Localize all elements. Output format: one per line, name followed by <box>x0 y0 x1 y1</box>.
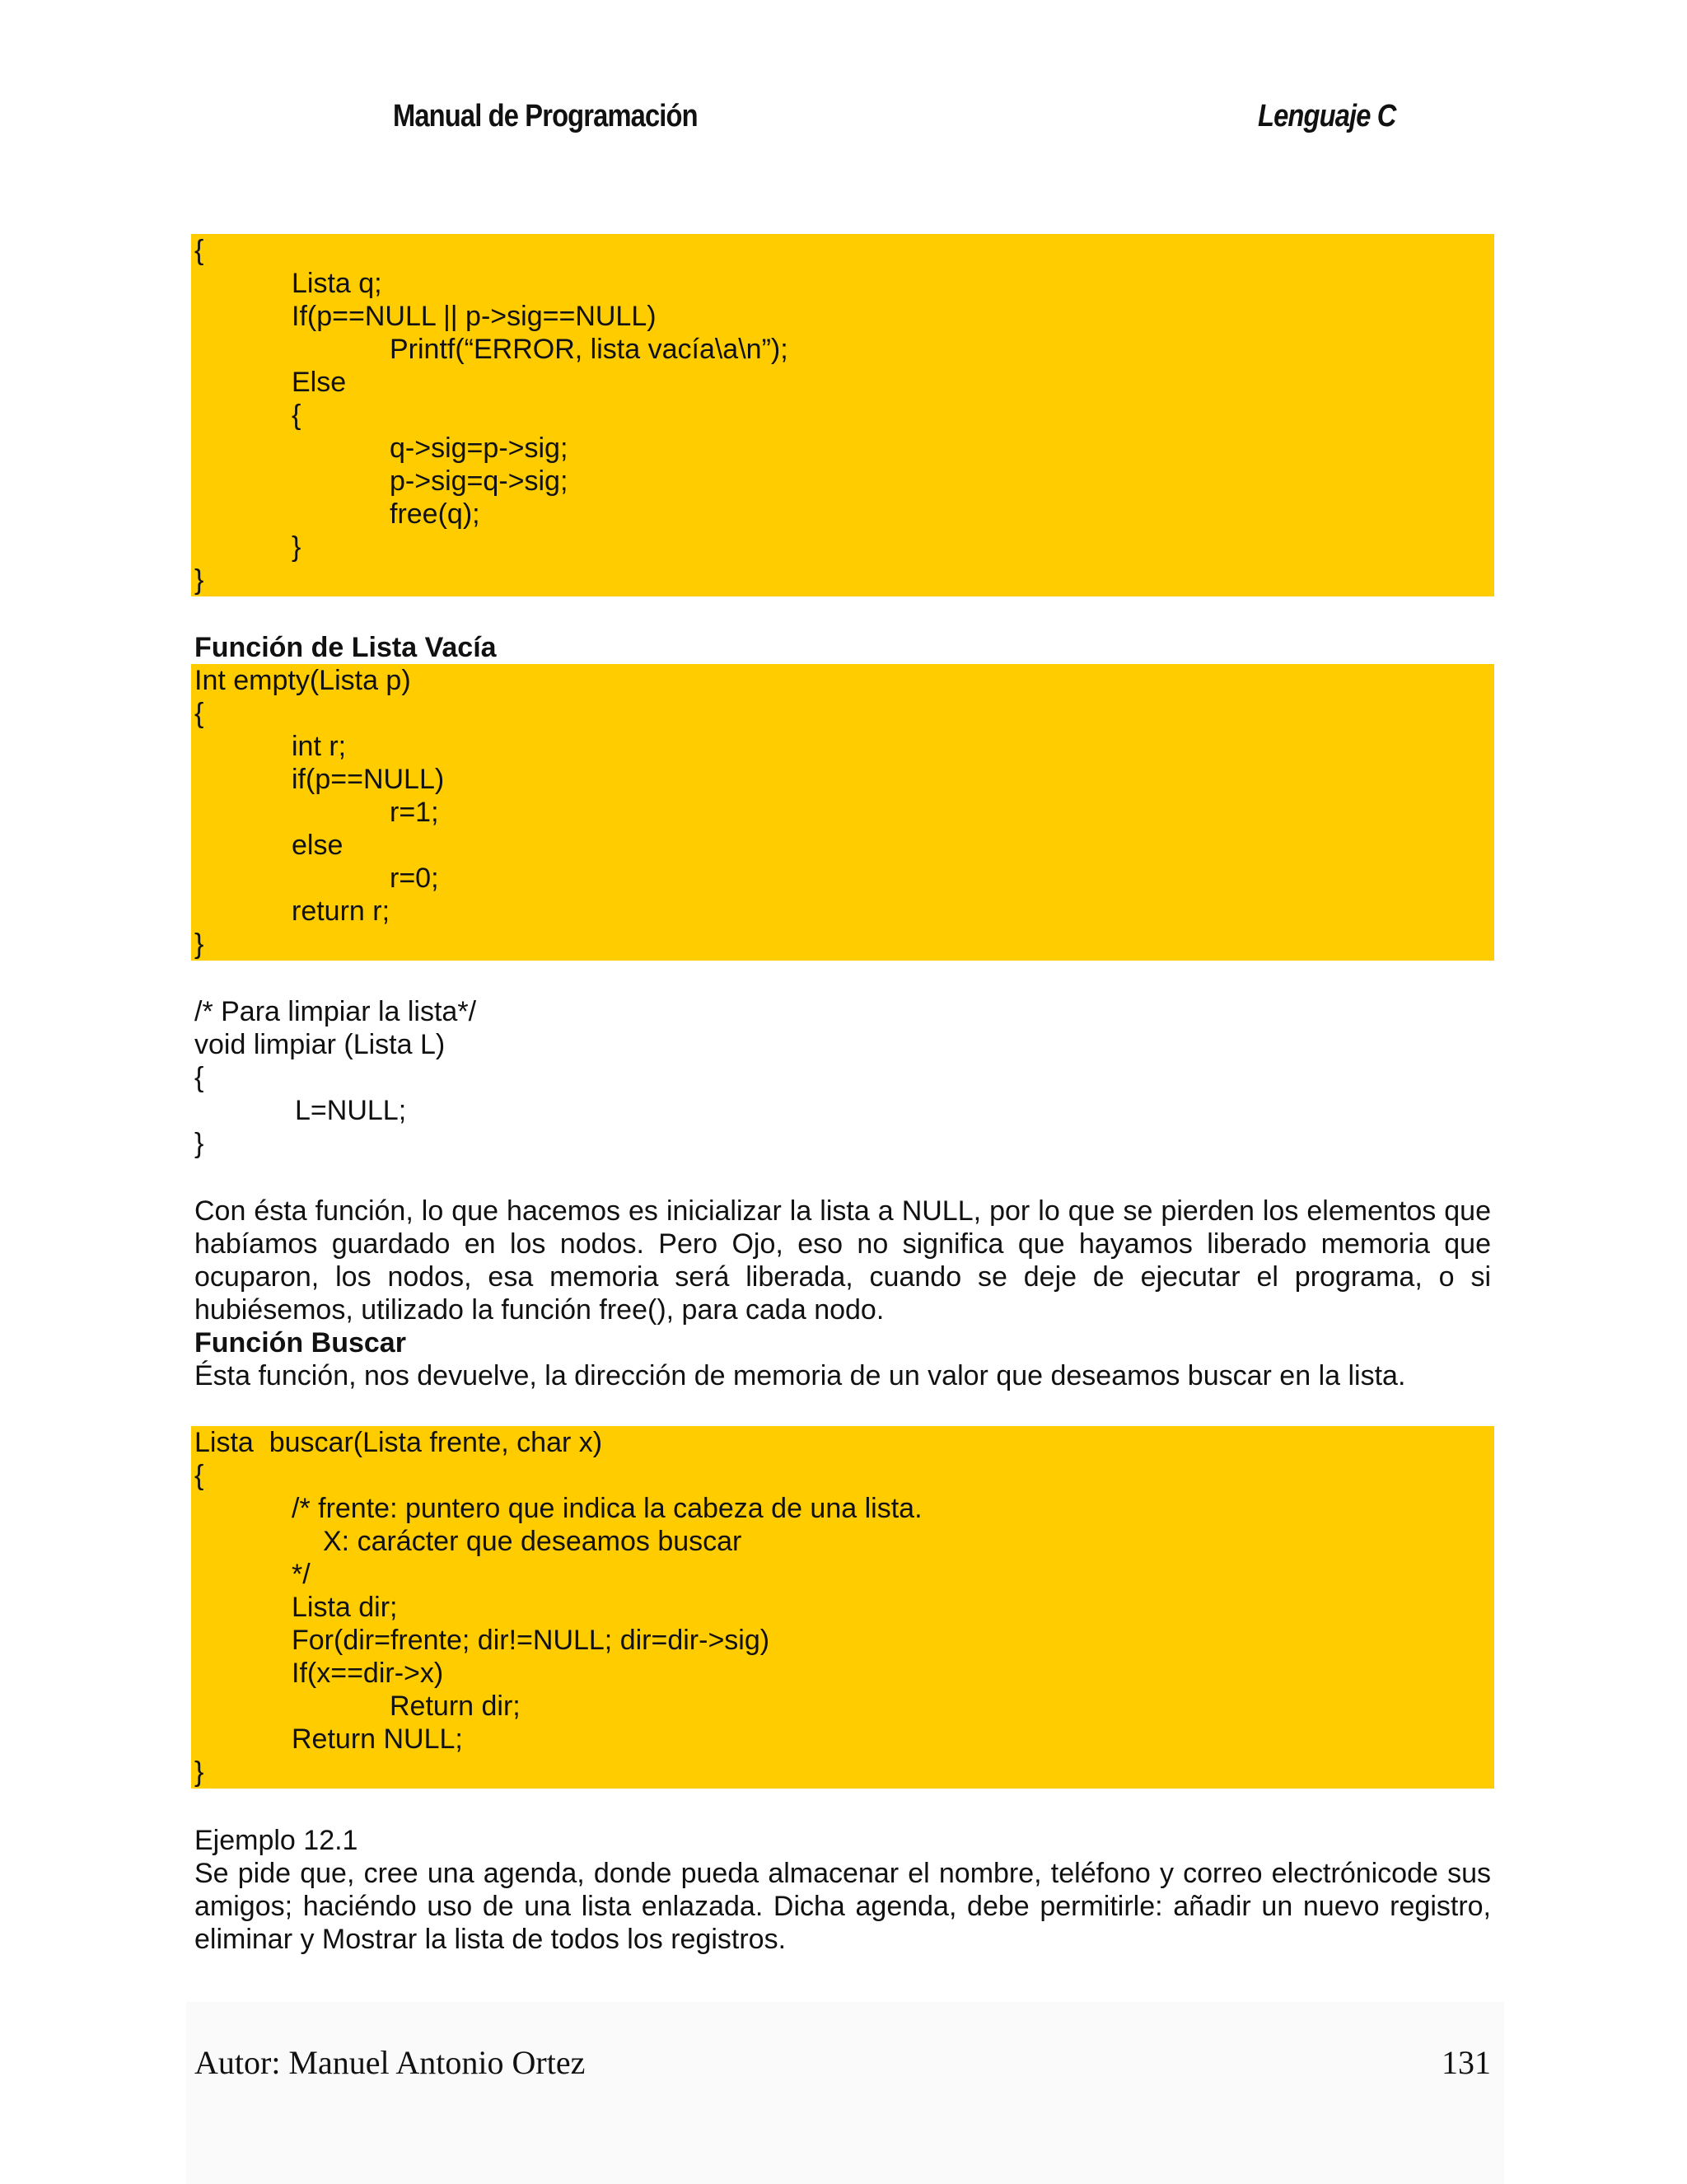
code-line: Printf(“ERROR, lista vacía\a\n”); <box>390 334 788 365</box>
code-line: L=NULL; <box>295 1095 407 1126</box>
code-line: /* frente: puntero que indica la cabeza de una lista. <box>292 1493 923 1524</box>
code-line: } <box>194 928 204 960</box>
code-line: Lista dir; <box>292 1592 398 1623</box>
example-title <box>194 1824 1491 1857</box>
code-line: } <box>194 564 204 596</box>
code-line: Int empty(Lista p) <box>194 665 411 696</box>
code-line: q->sig=p->sig; <box>390 433 568 464</box>
code-line: */ <box>292 1559 311 1590</box>
code-line: int r; <box>292 731 347 762</box>
header-subject: Lenguaje C <box>1258 99 1396 133</box>
code-line: Lista buscar(Lista frente, char x) <box>194 1427 603 1458</box>
code-line: if(p==NULL) <box>292 764 445 795</box>
footer-author: Autor: Manuel Antonio Ortez <box>194 2044 586 2081</box>
code-line: else <box>292 830 343 861</box>
code-line: r=0; <box>390 863 439 894</box>
code-line: { <box>194 1460 204 1491</box>
example-title-text: Ejemplo 12.1 <box>194 1825 358 1856</box>
buscar-description <box>194 1359 1491 1392</box>
code-line: { <box>194 698 204 729</box>
code-line: p->sig=q->sig; <box>390 465 568 497</box>
code-line: Return dir; <box>390 1691 521 1722</box>
section-heading-buscar <box>194 1326 1491 1359</box>
paragraph-limpiar-explanation: Con ésta función, lo que hacemos es inicializar la lista a NULL, por lo que se pierden los elementos que habíamos guardado en los nodos. Pero Ojo, eso no significa que hayamos liberado memoria que ocuparon, los nodos, esa memoria será liberada, cuando se deje de ejecutar el programa, o si hubiésemos, utilizado la función free(), para cada nodo. <box>194 1195 1491 1326</box>
code-line: Else <box>292 367 347 398</box>
code-line: } <box>292 531 301 563</box>
code-block-eliminar <box>191 234 1494 596</box>
code-line: { <box>292 400 301 431</box>
code-line: return r; <box>292 896 390 927</box>
page-number: 131 <box>1442 2044 1491 2081</box>
section-heading-lista-vacia <box>194 631 1491 664</box>
code-block-buscar <box>191 1426 1494 1789</box>
description-text: Ésta función, nos devuelve, la dirección de memoria de un valor que deseamos buscar en la lista. <box>194 1360 1406 1391</box>
code-line: void limpiar (Lista L) <box>194 1029 446 1060</box>
code-line: Return NULL; <box>292 1723 463 1755</box>
code-limpiar <box>194 995 1491 1160</box>
code-line: } <box>194 1756 204 1788</box>
code-line: /* Para limpiar la lista*/ <box>194 996 477 1027</box>
code-line: } <box>194 1128 204 1159</box>
code-line: If(x==dir->x) <box>292 1658 444 1689</box>
heading-text: Función Buscar <box>194 1327 406 1359</box>
code-line: X: carácter que deseamos buscar <box>323 1526 742 1557</box>
code-line: Lista q; <box>292 268 382 299</box>
code-line: If(p==NULL || p->sig==NULL) <box>292 301 657 332</box>
code-line: free(q); <box>390 498 480 530</box>
code-line: { <box>194 235 204 266</box>
code-line: For(dir=frente; dir!=NULL; dir=dir->sig) <box>292 1625 770 1656</box>
header-title: Manual de Programación <box>393 99 698 133</box>
heading-text: Función de Lista Vacía <box>194 632 497 663</box>
code-line: r=1; <box>390 797 439 828</box>
code-block-empty <box>191 664 1494 961</box>
example-description: Se pide que, cree una agenda, donde pueda almacenar el nombre, teléfono y correo electrónicode sus amigos; haciéndo uso de una lista enlazada. Dicha agenda, debe permitirle: añadir un nuevo registro, eliminar y Mostrar la lista de todos los registros. <box>194 1858 1491 1955</box>
page-bottom-shade <box>186 2002 1504 2184</box>
code-line: { <box>194 1062 204 1093</box>
